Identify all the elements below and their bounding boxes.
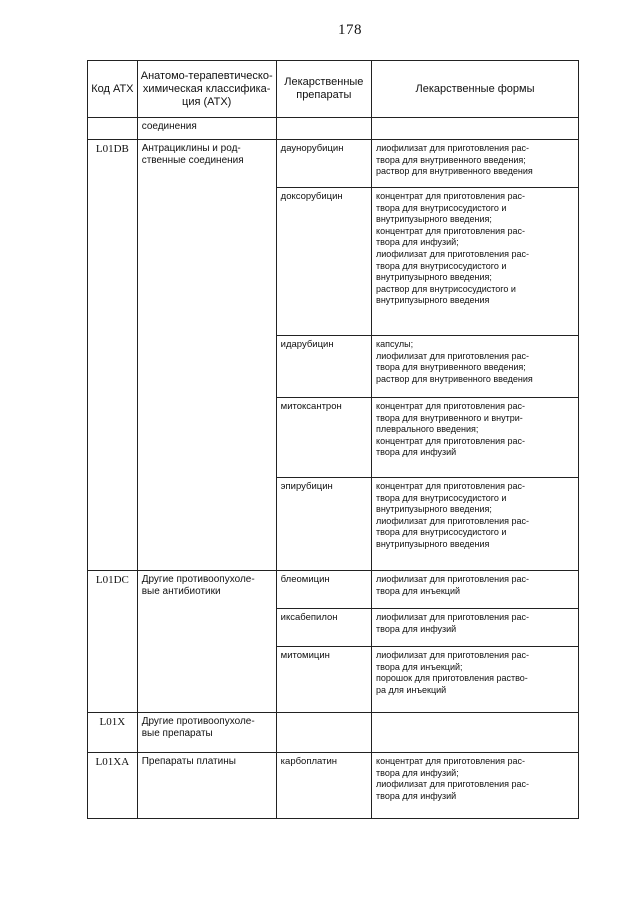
header-row [88,61,579,118]
form-line: плеврального введения; [376,424,479,435]
drug-cell: карбоплатин [276,753,371,819]
classification-cell: Препараты платины [137,753,276,819]
form-line: концентрат для приготовления рас- [376,225,526,236]
form-line: концентрат для приготовления рас- [376,435,526,446]
form-line: лиофилизат для приготовления рас- [376,248,529,259]
form-line: лиофилизат для приготовления рас- [376,612,529,622]
forms-cell [372,609,579,647]
atc-table [87,60,579,819]
forms-cell [372,398,579,478]
drug-cell: митомицин [276,647,371,713]
form-line: твора для внутрисосудистого и [376,202,507,213]
header-forms: Лекарственные формы [372,61,579,118]
form-line: внутрипузырного введения; [376,272,492,283]
forms-cell [372,478,579,571]
header-classification: Анатомо-терапевтическо-химическая классифика-ция (АТХ) [137,61,276,118]
classification-cell: Другие противоопухоле-вые антибиотики [137,571,276,713]
form-line: внутрипузырного введения [376,538,490,549]
classification-cell: Антрациклины и род-ственные соединения [137,140,276,571]
form-line: лиофилизат для приготовления рас- [376,574,529,584]
code-cell: L01DC [88,571,138,713]
table-row [88,713,579,753]
table-row [88,571,579,609]
drug-cell [276,713,371,753]
classification-cell: Другие противоопухоле-вые препараты [137,713,276,753]
form-line: твора для внутривенного и внутри- [376,412,523,423]
drug-cell: доксорубицин [276,188,371,336]
classification-cell: соединения [137,118,276,140]
form-line: твора для инъекций; [376,661,463,672]
form-line: твора для внутривенного введения; [376,362,526,373]
drug-cell: митоксантрон [276,398,371,478]
forms-cell [372,571,579,609]
forms-cell [372,647,579,713]
forms-cell [372,140,579,188]
code-cell: L01XA [88,753,138,819]
form-line: концентрат для приготовления рас- [376,756,526,766]
form-line: твора для инфузий [376,790,457,801]
form-line: раствор для внутривенного введения [376,166,533,177]
table-row [88,140,579,188]
form-line: концентрат для приготовления рас- [376,401,526,411]
drug-cell: идарубицин [276,336,371,398]
form-line: твора для инфузий; [376,767,459,778]
forms-cell [372,118,579,140]
header-drugs: Лекарственные препараты [276,61,371,118]
form-line: лиофилизат для приготовления рас- [376,515,529,526]
form-line: твора для внутрисосудистого и [376,260,507,271]
form-line: порошок для приготовления раство- [376,673,528,684]
drug-cell: даунорубицин [276,140,371,188]
form-line: твора для инфузий; [376,237,459,248]
code-cell: L01DB [88,140,138,571]
code-cell: L01X [88,713,138,753]
form-line: раствор для внутривенного введения [376,373,533,384]
form-line: раствор для внутрисосудистого и [376,283,516,294]
form-line: твора для внутривенного введения; [376,154,526,165]
page-number: 178 [338,22,362,38]
form-line: лиофилизат для приготовления рас- [376,350,529,361]
drug-cell: иксабепилон [276,609,371,647]
forms-cell [372,713,579,753]
form-line: внутрипузырного введения; [376,504,492,515]
form-line: твора для внутрисосудистого и [376,527,507,538]
table-row [88,753,579,819]
form-line: твора для инфузий [376,447,457,458]
form-line: лиофилизат для приготовления рас- [376,779,529,790]
drug-cell: блеомицин [276,571,371,609]
header-code: Код АТХ [88,61,138,118]
form-line: капсулы; [376,339,414,349]
table-row [88,118,579,140]
forms-cell [372,336,579,398]
code-cell [88,118,138,140]
forms-cell [372,188,579,336]
form-line: внутрипузырного введения [376,295,490,306]
form-line: лиофилизат для приготовления рас- [376,650,529,660]
forms-cell [372,753,579,819]
drug-cell [276,118,371,140]
form-line: концентрат для приготовления рас- [376,191,526,201]
drug-cell: эпирубицин [276,478,371,571]
form-line: концентрат для приготовления рас- [376,481,526,491]
form-line: твора для инъекций [376,585,461,596]
form-line: лиофилизат для приготовления рас- [376,143,529,153]
form-line: внутрипузырного введения; [376,214,492,225]
form-line: ра для инъекций [376,684,447,695]
form-line: твора для внутрисосудистого и [376,492,507,503]
form-line: твора для инфузий [376,623,457,634]
